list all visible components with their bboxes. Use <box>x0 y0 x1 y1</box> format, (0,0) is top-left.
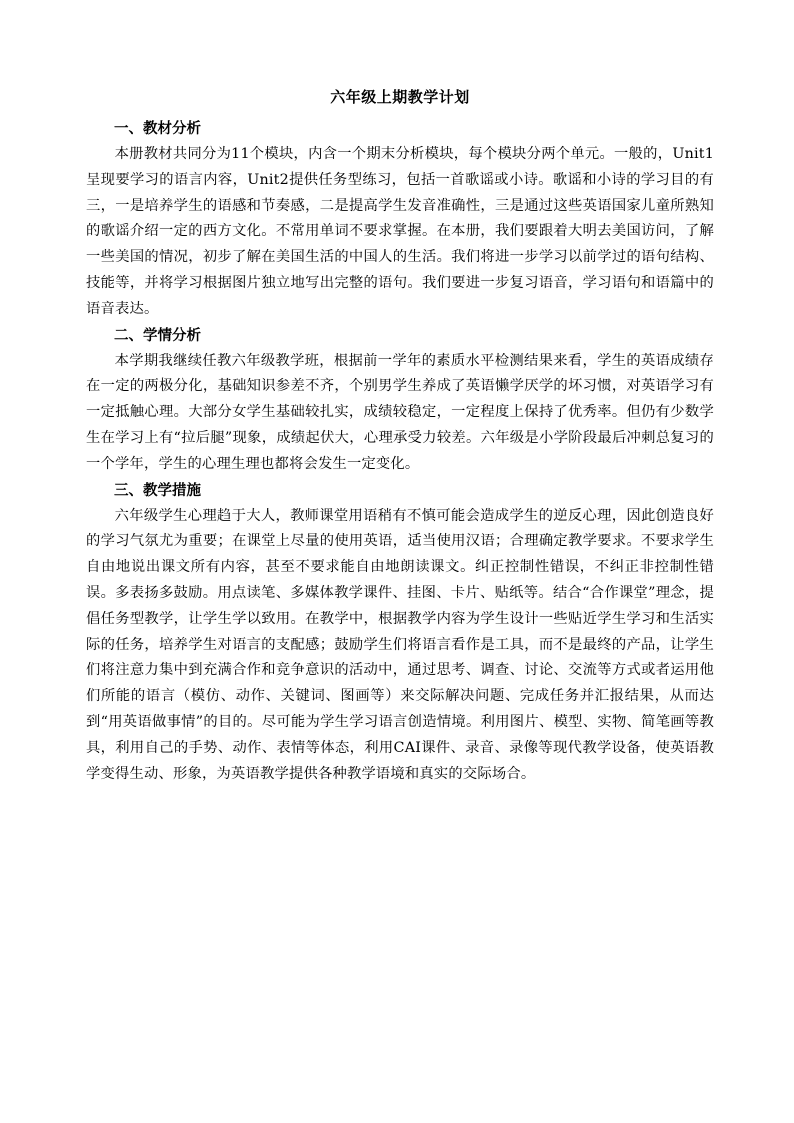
section-paragraph-teaching-measures: 六年级学生心理趋于大人，教师课堂用语稍有不慎可能会造成学生的逆反心理，因此创造良好的学习气氛尤为重要；在课堂上尽量的使用英语，适当使用汉语；合理确定教学要求。不要求学生自由地说出课文所有内容，甚至不要求能自由地朗读课文。纠正控制性错误，不纠正非控制性错误。多表扬多鼓励。用点读笔、多媒体教学课件、挂图、卡片、贴纸等。结合“合作课堂”理念，提倡任务型教学，让学生学以致用。在教学中，根据教学内容为学生设计一些贴近学生学习和生活实际的任务，培养学生对语言的支配感；鼓励学生们将语言看作是工具，而不是最终的产品，让学生们将注意力集中到充满合作和竞争意识的活动中，通过思考、调查、讨论、交流等方式或者运用他们所能的语言（模仿、动作、关键词、图画等）来交际解决问题、完成任务并汇报结果，从而达到“用英语做事情”的目的。尽可能为学生学习语言创造情境。利用图片、模型、实物、简笔画等教具，利用自己的手势、动作、表情等体态，利用CAI课件、录音、录像等现代教学设备，使英语教学变得生动、形象，为英语教学提供各种教学语境和真实的交际场合。 <box>86 507 714 782</box>
document-body <box>86 84 714 787</box>
document-title: 六年级上期教学计划 <box>330 88 470 106</box>
section-heading-textbook-analysis: 一、教材分析 <box>114 120 201 137</box>
section-paragraph-student-analysis: 本学期我继续任教六年级教学班，根据前一学年的素质水平检测结果来看，学生的英语成绩存在一定的两极分化，基础知识参差不齐，个别男学生养成了英语懒学厌学的坏习惯，对英语学习有一定抵触心理。大部分女学生基础较扎实，成绩较稳定，一定程度上保持了优秀率。但仍有少数学生在学习上有“拉后腿”现象，成绩起伏大，心理承受力较差。六年级是小学阶段最后冲刺总复习的一个学年，学生的心理生理也都将会发生一定变化。 <box>86 352 714 472</box>
section-paragraph-textbook-analysis: 本册教材共同分为11个模块，内含一个期末分析模块，每个模块分两个单元。一般的，Unit1呈现要学习的语言内容，Unit2提供任务型练习，包括一首歌谣或小诗。歌谣和小诗的学习目的有三，一是培养学生的语感和节奏感，二是提高学生发音准确性，三是通过这些英语国家儿童所熟知的歌谣介绍一定的西方文化。不常用单词不要求掌握。在本册，我们要跟着大明去美国访问，了解一些美国的情况，初步了解在美国生活的中国人的生活。我们将进一步学习以前学过的语句结构、技能等，并将学习根据图片独立地写出完整的语句。我们要进一步复习语音，学习语句和语篇中的语音表达。 <box>86 146 714 317</box>
section-heading-student-analysis: 二、学情分析 <box>114 326 201 344</box>
section-heading-teaching-measures: 三、教学措施 <box>114 481 201 499</box>
